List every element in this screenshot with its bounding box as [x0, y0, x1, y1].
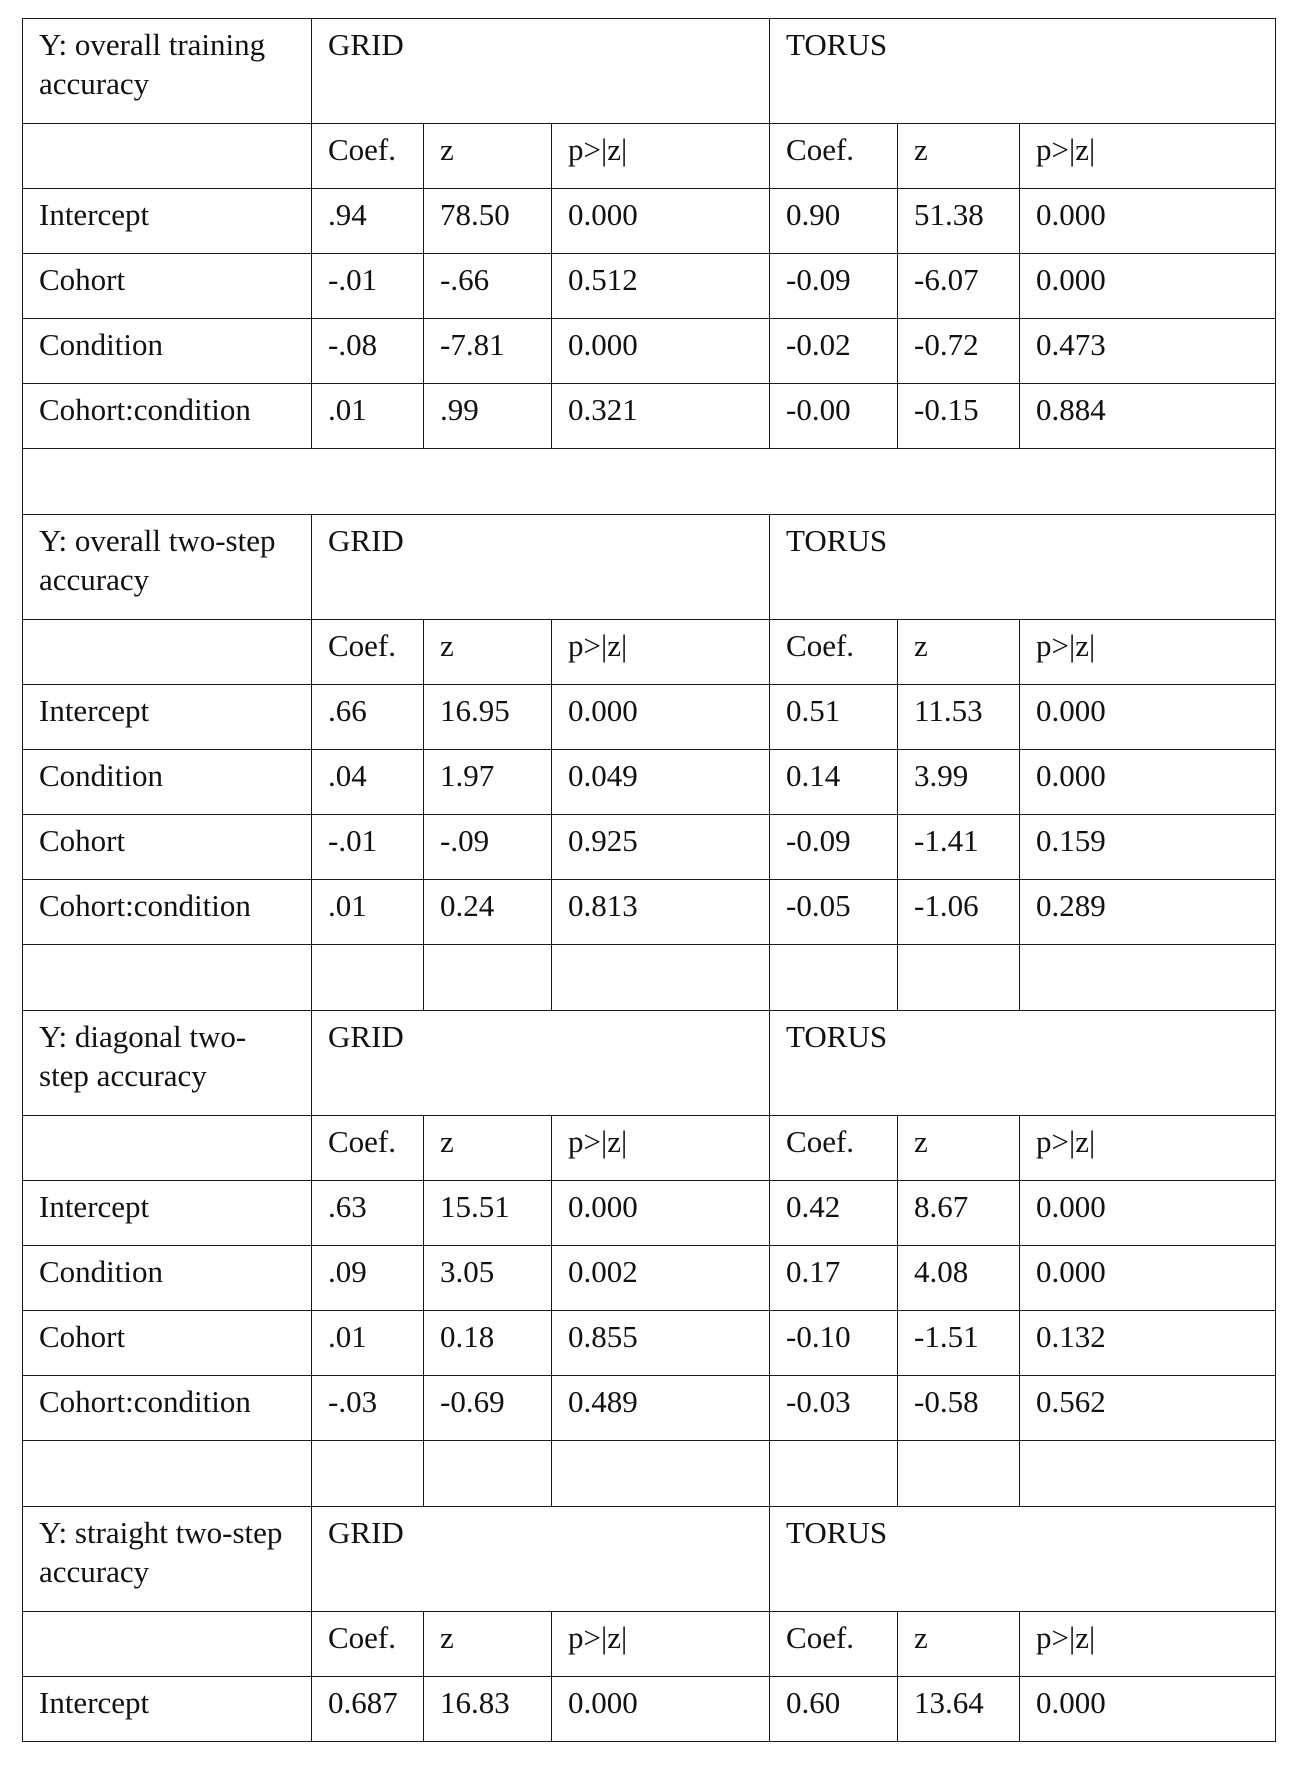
- empty-cell: [23, 1441, 312, 1507]
- row-label: Intercept: [23, 1181, 312, 1246]
- cell: .01: [312, 880, 424, 945]
- cell: -0.05: [770, 880, 898, 945]
- row-label: Cohort:condition: [23, 1376, 312, 1441]
- cell: 0.42: [770, 1181, 898, 1246]
- cell: 0.049: [552, 750, 770, 815]
- row-label: Cohort: [23, 815, 312, 880]
- header-z: z: [898, 1116, 1020, 1181]
- empty-cell: [898, 945, 1020, 1011]
- column-header-row: [23, 1612, 1276, 1677]
- empty-cell: [424, 945, 552, 1011]
- cell: .94: [312, 189, 424, 254]
- empty-cell: [552, 1441, 770, 1507]
- section-title: Y: straight two-step accuracy: [23, 1507, 312, 1612]
- cell: -0.09: [770, 254, 898, 319]
- header-coef: Coef.: [770, 1612, 898, 1677]
- cell: 0.90: [770, 189, 898, 254]
- cell: 0.687: [312, 1677, 424, 1742]
- cell: 0.000: [552, 685, 770, 750]
- header-p: p>|z|: [552, 1116, 770, 1181]
- column-header-row: [23, 620, 1276, 685]
- cell: .01: [312, 384, 424, 449]
- cell: -.09: [424, 815, 552, 880]
- cell: 16.83: [424, 1677, 552, 1742]
- cell: 0.17: [770, 1246, 898, 1311]
- cell: -.01: [312, 254, 424, 319]
- header-z: z: [898, 1612, 1020, 1677]
- header-coef: Coef.: [770, 620, 898, 685]
- cell: -1.06: [898, 880, 1020, 945]
- cell: -0.10: [770, 1311, 898, 1376]
- section-title-row: [23, 515, 1276, 620]
- table-row: [23, 750, 1276, 815]
- cell: 1.97: [424, 750, 552, 815]
- group-header-torus: TORUS: [770, 1011, 1276, 1116]
- cell: -0.15: [898, 384, 1020, 449]
- cell: 0.000: [552, 1677, 770, 1742]
- cell: 0.489: [552, 1376, 770, 1441]
- row-label: Intercept: [23, 685, 312, 750]
- spacer-row: [23, 945, 1276, 1011]
- header-coef: Coef.: [312, 1116, 424, 1181]
- group-header-torus: TORUS: [770, 515, 1276, 620]
- cell: 0.321: [552, 384, 770, 449]
- empty-cell: [23, 620, 312, 685]
- cell: -0.58: [898, 1376, 1020, 1441]
- row-label: Condition: [23, 319, 312, 384]
- group-header-grid: GRID: [312, 515, 770, 620]
- header-coef: Coef.: [770, 1116, 898, 1181]
- cell: 0.159: [1020, 815, 1276, 880]
- cell: .99: [424, 384, 552, 449]
- cell: -0.09: [770, 815, 898, 880]
- header-z: z: [898, 620, 1020, 685]
- cell: 0.000: [552, 319, 770, 384]
- table-row: [23, 254, 1276, 319]
- table-row: [23, 384, 1276, 449]
- header-p: p>|z|: [1020, 1116, 1276, 1181]
- row-label: Condition: [23, 1246, 312, 1311]
- table-row: [23, 319, 1276, 384]
- header-coef: Coef.: [312, 1612, 424, 1677]
- group-header-grid: GRID: [312, 19, 770, 124]
- column-header-row: [23, 1116, 1276, 1181]
- empty-cell: [1020, 1441, 1276, 1507]
- group-header-grid: GRID: [312, 1011, 770, 1116]
- empty-cell: [312, 1441, 424, 1507]
- empty-cell: [23, 449, 1276, 515]
- spacer-row: [23, 449, 1276, 515]
- cell: 0.000: [1020, 1246, 1276, 1311]
- section-title: Y: overall two-step accuracy: [23, 515, 312, 620]
- header-p: p>|z|: [552, 124, 770, 189]
- empty-cell: [770, 945, 898, 1011]
- table-row: [23, 685, 1276, 750]
- cell: 0.002: [552, 1246, 770, 1311]
- header-p: p>|z|: [1020, 1612, 1276, 1677]
- header-p: p>|z|: [552, 1612, 770, 1677]
- cell: 0.289: [1020, 880, 1276, 945]
- cell: 0.51: [770, 685, 898, 750]
- cell: 0.925: [552, 815, 770, 880]
- table-row: [23, 1246, 1276, 1311]
- header-z: z: [424, 620, 552, 685]
- row-label: Condition: [23, 750, 312, 815]
- cell: 13.64: [898, 1677, 1020, 1742]
- cell: 0.000: [1020, 189, 1276, 254]
- table-row: [23, 1677, 1276, 1742]
- table-row: [23, 1181, 1276, 1246]
- cell: -6.07: [898, 254, 1020, 319]
- table-row: [23, 189, 1276, 254]
- header-p: p>|z|: [1020, 124, 1276, 189]
- cell: -1.41: [898, 815, 1020, 880]
- cell: -0.72: [898, 319, 1020, 384]
- cell: 0.000: [552, 189, 770, 254]
- cell: .04: [312, 750, 424, 815]
- header-p: p>|z|: [1020, 620, 1276, 685]
- cell: 0.473: [1020, 319, 1276, 384]
- cell: 0.813: [552, 880, 770, 945]
- section-title: Y: diagonal two-step accuracy: [23, 1011, 312, 1116]
- header-coef: Coef.: [770, 124, 898, 189]
- header-z: z: [424, 1116, 552, 1181]
- cell: .63: [312, 1181, 424, 1246]
- cell: 0.000: [1020, 750, 1276, 815]
- cell: -7.81: [424, 319, 552, 384]
- row-label: Cohort:condition: [23, 880, 312, 945]
- cell: 0.132: [1020, 1311, 1276, 1376]
- cell: -.01: [312, 815, 424, 880]
- cell: -0.00: [770, 384, 898, 449]
- cell: 51.38: [898, 189, 1020, 254]
- cell: 15.51: [424, 1181, 552, 1246]
- section-title-row: [23, 1507, 1276, 1612]
- cell: .09: [312, 1246, 424, 1311]
- cell: 16.95: [424, 685, 552, 750]
- header-z: z: [424, 1612, 552, 1677]
- cell: -0.02: [770, 319, 898, 384]
- cell: 0.000: [1020, 1677, 1276, 1742]
- cell: 0.855: [552, 1311, 770, 1376]
- empty-cell: [770, 1441, 898, 1507]
- cell: 0.000: [1020, 685, 1276, 750]
- empty-cell: [23, 1116, 312, 1181]
- row-label: Cohort: [23, 254, 312, 319]
- row-label: Intercept: [23, 1677, 312, 1742]
- header-p: p>|z|: [552, 620, 770, 685]
- cell: 4.08: [898, 1246, 1020, 1311]
- row-label: Cohort: [23, 1311, 312, 1376]
- cell: -.03: [312, 1376, 424, 1441]
- row-label: Intercept: [23, 189, 312, 254]
- cell: 0.18: [424, 1311, 552, 1376]
- cell: 0.000: [1020, 254, 1276, 319]
- empty-cell: [552, 945, 770, 1011]
- cell: -1.51: [898, 1311, 1020, 1376]
- empty-cell: [23, 1612, 312, 1677]
- section-title-row: [23, 1011, 1276, 1116]
- spacer-row: [23, 1441, 1276, 1507]
- table-row: [23, 1311, 1276, 1376]
- cell: 0.512: [552, 254, 770, 319]
- group-header-torus: TORUS: [770, 1507, 1276, 1612]
- cell: .01: [312, 1311, 424, 1376]
- table-row: [23, 1376, 1276, 1441]
- header-z: z: [424, 124, 552, 189]
- cell: -.08: [312, 319, 424, 384]
- group-header-grid: GRID: [312, 1507, 770, 1612]
- cell: 0.884: [1020, 384, 1276, 449]
- cell: 0.000: [1020, 1181, 1276, 1246]
- empty-cell: [424, 1441, 552, 1507]
- section-title: Y: overall training accuracy: [23, 19, 312, 124]
- empty-cell: [1020, 945, 1276, 1011]
- cell: 8.67: [898, 1181, 1020, 1246]
- cell: -0.03: [770, 1376, 898, 1441]
- empty-cell: [23, 124, 312, 189]
- group-header-torus: TORUS: [770, 19, 1276, 124]
- cell: 0.562: [1020, 1376, 1276, 1441]
- table-row: [23, 815, 1276, 880]
- header-z: z: [898, 124, 1020, 189]
- header-coef: Coef.: [312, 620, 424, 685]
- cell: 0.000: [552, 1181, 770, 1246]
- cell: -.66: [424, 254, 552, 319]
- row-label: Cohort:condition: [23, 384, 312, 449]
- header-coef: Coef.: [312, 124, 424, 189]
- cell: 3.05: [424, 1246, 552, 1311]
- table-row: [23, 880, 1276, 945]
- cell: 11.53: [898, 685, 1020, 750]
- empty-cell: [898, 1441, 1020, 1507]
- column-header-row: [23, 124, 1276, 189]
- cell: .66: [312, 685, 424, 750]
- empty-cell: [312, 945, 424, 1011]
- cell: -0.69: [424, 1376, 552, 1441]
- empty-cell: [23, 945, 312, 1011]
- regression-table: [22, 18, 1276, 1742]
- cell: 0.14: [770, 750, 898, 815]
- cell: 0.24: [424, 880, 552, 945]
- cell: 3.99: [898, 750, 1020, 815]
- cell: 78.50: [424, 189, 552, 254]
- cell: 0.60: [770, 1677, 898, 1742]
- section-title-row: [23, 19, 1276, 124]
